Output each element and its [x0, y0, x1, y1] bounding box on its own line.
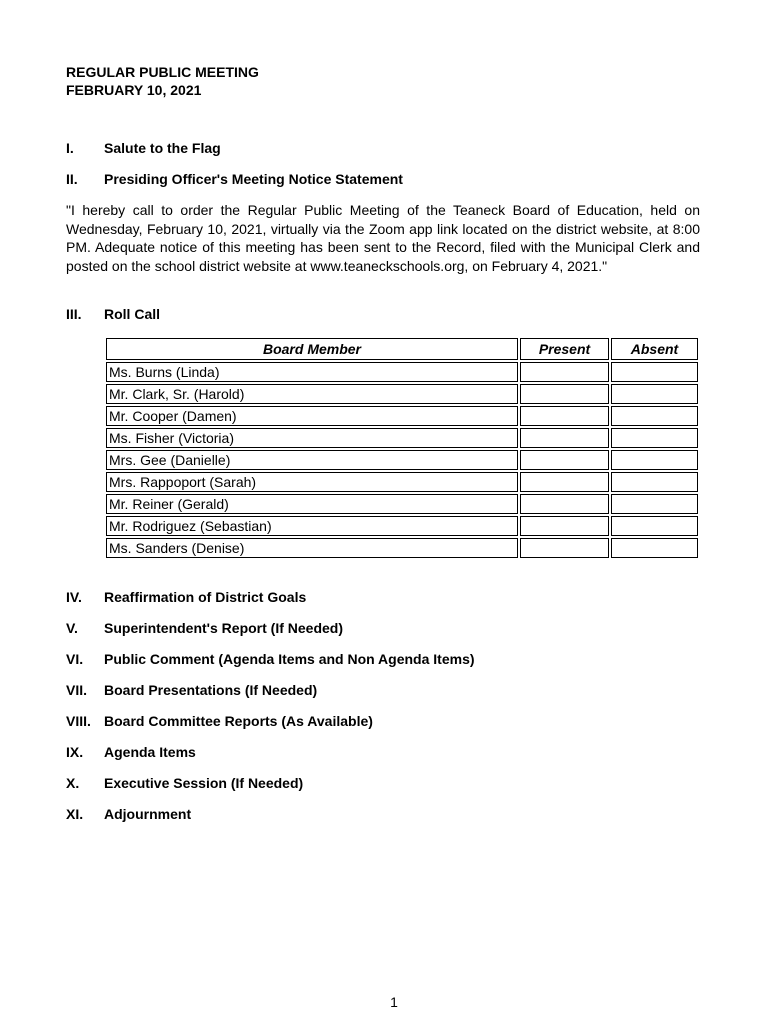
- agenda-item-vii: [66, 681, 317, 699]
- agenda-item-number: XI.: [66, 806, 84, 822]
- agenda-item-label: Adjournment: [104, 806, 192, 822]
- agenda-item-number: VI.: [66, 651, 84, 667]
- absent-cell: [611, 406, 698, 426]
- agenda-item-i: [66, 139, 221, 157]
- member-name: Mrs. Rappoport (Sarah): [106, 472, 518, 492]
- agenda-item-number: VIII.: [66, 713, 91, 729]
- table-row: [106, 406, 698, 426]
- table-row: [106, 428, 698, 448]
- agenda-item-label: Board Presentations (If Needed): [104, 682, 318, 698]
- member-name: Ms. Sanders (Denise): [106, 538, 518, 558]
- table-row: [106, 472, 698, 492]
- absent-cell: [611, 516, 698, 536]
- member-name: Mr. Rodriguez (Sebastian): [106, 516, 518, 536]
- agenda-item-vi: [66, 650, 475, 668]
- agenda-item-number: III.: [66, 306, 82, 322]
- present-cell: [520, 494, 609, 514]
- table-row: [106, 538, 698, 558]
- member-name: Mr. Reiner (Gerald): [106, 494, 518, 514]
- document-header: [66, 63, 259, 99]
- present-cell: [520, 538, 609, 558]
- agenda-item-label: Superintendent's Report (If Needed): [104, 620, 344, 636]
- header-board-member: Board Member: [106, 338, 518, 360]
- member-name: Mr. Clark, Sr. (Harold): [106, 384, 518, 404]
- agenda-item-label: Executive Session (If Needed): [104, 775, 304, 791]
- agenda-item-number: X.: [66, 775, 80, 791]
- agenda-item-number: IX.: [66, 744, 84, 760]
- absent-cell: [611, 494, 698, 514]
- agenda-item-label: Roll Call: [104, 306, 161, 322]
- table-row: [106, 362, 698, 382]
- agenda-item-number: V.: [66, 620, 78, 636]
- member-name: Mrs. Gee (Danielle): [106, 450, 518, 470]
- agenda-item-number: VII.: [66, 682, 88, 698]
- absent-cell: [611, 538, 698, 558]
- table-row: [106, 516, 698, 536]
- page-number: 1: [390, 994, 398, 1010]
- meeting-title: REGULAR PUBLIC MEETING: [66, 64, 259, 80]
- present-cell: [520, 516, 609, 536]
- header-present: Present: [520, 338, 609, 360]
- roll-call-header-row: [106, 338, 698, 360]
- absent-cell: [611, 384, 698, 404]
- agenda-item-label: Board Committee Reports (As Available): [104, 713, 373, 729]
- agenda-item-ii: [66, 170, 403, 188]
- table-row: [106, 494, 698, 514]
- member-name: Mr. Cooper (Damen): [106, 406, 518, 426]
- absent-cell: [611, 362, 698, 382]
- agenda-item-iii: [66, 305, 160, 323]
- agenda-item-number: II.: [66, 171, 78, 187]
- present-cell: [520, 472, 609, 492]
- member-name: Ms. Burns (Linda): [106, 362, 518, 382]
- agenda-item-x: [66, 774, 303, 792]
- agenda-item-label: Agenda Items: [104, 744, 196, 760]
- absent-cell: [611, 472, 698, 492]
- agenda-item-xi: [66, 805, 191, 823]
- header-absent: Absent: [611, 338, 698, 360]
- table-row: [106, 384, 698, 404]
- roll-call-table: [104, 336, 700, 560]
- present-cell: [520, 362, 609, 382]
- agenda-item-iv: [66, 588, 306, 606]
- present-cell: [520, 406, 609, 426]
- agenda-item-label: Reaffirmation of District Goals: [104, 589, 307, 605]
- agenda-item-label: Salute to the Flag: [104, 140, 221, 156]
- agenda-item-ix: [66, 743, 196, 761]
- present-cell: [520, 428, 609, 448]
- agenda-item-number: I.: [66, 140, 74, 156]
- agenda-item-viii: [66, 712, 373, 730]
- agenda-item-v: [66, 619, 343, 637]
- present-cell: [520, 450, 609, 470]
- agenda-item-label: Public Comment (Agenda Items and Non Agenda Items): [104, 651, 475, 667]
- agenda-item-number: IV.: [66, 589, 82, 605]
- meeting-notice-statement: "I hereby call to order the Regular Public Meeting of the Teaneck Board of Education, held on Wednesday, February 10, 2021, virtually via the Zoom app link located on the district website, at 8:00 PM. Adequate notice of this meeting has been sent to the Record, filed with the Municipal Clerk and posted on the school district website at www.teaneckschools.org, on February 4, 2021.": [66, 202, 700, 274]
- member-name: Ms. Fisher (Victoria): [106, 428, 518, 448]
- meeting-date: FEBRUARY 10, 2021: [66, 82, 202, 98]
- absent-cell: [611, 450, 698, 470]
- agenda-item-label: Presiding Officer's Meeting Notice Statement: [104, 171, 403, 187]
- present-cell: [520, 384, 609, 404]
- table-row: [106, 450, 698, 470]
- absent-cell: [611, 428, 698, 448]
